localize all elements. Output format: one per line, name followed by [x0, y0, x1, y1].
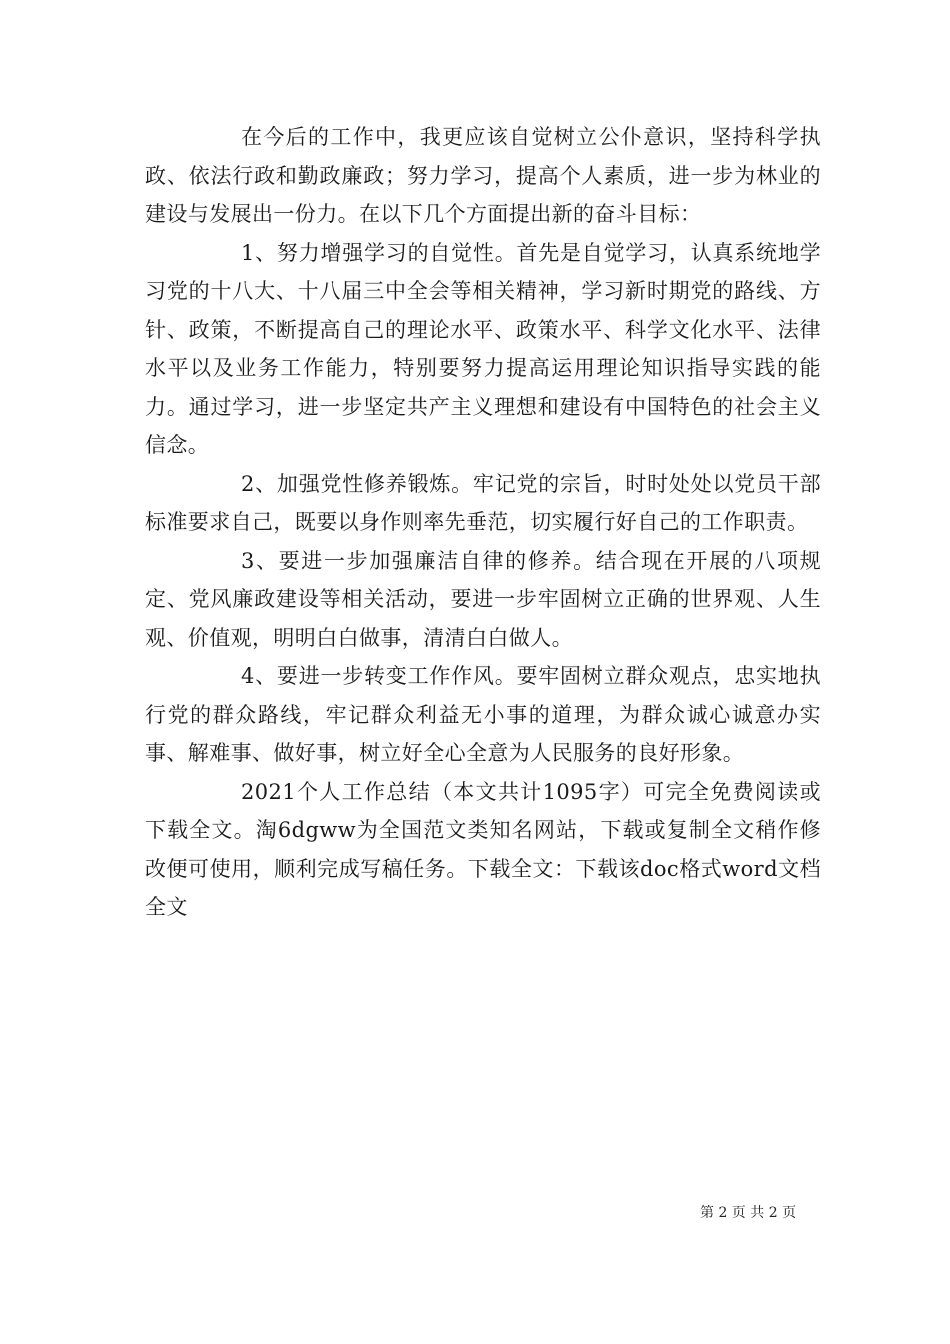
paragraph-item-1-study: 1、努力增强学习的自觉性。首先是自觉学习，认真系统地学习党的十八大、十八届三中全会等相关精神，学习新时期党的路线、方针、政策，不断提高自己的理论水平、政策水平、科学文化水平、法律水平以及业务工作能力，特别要努力提高运用理论知识指导实践的能力。通过学习，进一步坚定共产主义理想和建设有中国特色的社会主义信念。 [145, 240, 821, 457]
paragraph-download-note: 2021个人工作总结（本文共计1095字）可完全免费阅读或下载全文。淘6dgww为全国范文类知名网站，下载或复制全文稍作修改便可使用，顺利完成写稿任务。下载全文：下载该doc格式word文档全文 [145, 779, 821, 919]
paragraph-item-3-integrity: 3、要进一步加强廉洁自律的修养。结合现在开展的八项规定、党风廉政建设等相关活动，要进一步牢固树立正确的世界观、人生观、价值观，明明白白做事，清清白白做人。 [145, 548, 821, 650]
paragraph-item-2-party-spirit: 2、加强党性修养锻炼。牢记党的宗旨，时时处处以党员干部标准要求自己，既要以身作则率先垂范，切实履行好自己的工作职责。 [145, 471, 821, 534]
page-number-footer: 第 2 页 共 2 页 [700, 1205, 797, 1221]
document-body [145, 118, 821, 927]
paragraph-intro: 在今后的工作中，我更应该自觉树立公仆意识，坚持科学执政、依法行政和勤政廉政；努力学习，提高个人素质，进一步为林业的建设与发展出一份力。在以下几个方面提出新的奋斗目标： [145, 125, 821, 226]
paragraph-item-4-work-style: 4、要进一步转变工作作风。要牢固树立群众观点，忠实地执行党的群众路线，牢记群众利益无小事的道理，为群众诚心诚意办实事、解难事、做好事，树立好全心全意为人民服务的良好形象。 [145, 664, 821, 765]
